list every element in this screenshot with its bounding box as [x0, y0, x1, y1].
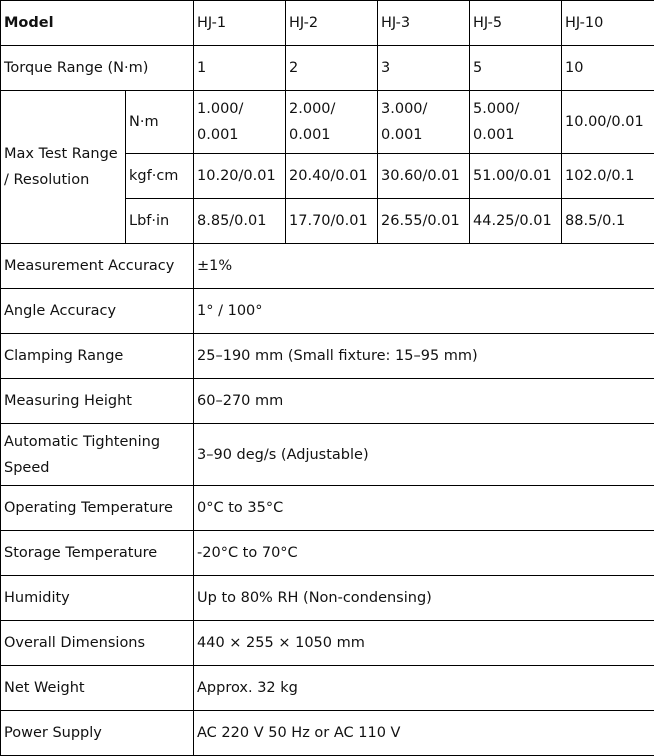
spec-value: 3–90 deg/s (Adjustable)	[194, 424, 654, 486]
spec-row	[1, 531, 654, 576]
torque-range-value: 2	[286, 46, 378, 91]
spec-row	[1, 666, 654, 711]
range-value: 26.55/0.01	[378, 199, 470, 244]
range-value: 20.40/0.01	[286, 154, 378, 199]
spec-row	[1, 424, 654, 486]
range-value: 10.00/0.01	[562, 91, 654, 154]
spec-label: Storage Temperature	[1, 531, 194, 576]
spec-value: Up to 80% RH (Non-condensing)	[194, 576, 654, 621]
unit-label: Lbf·in	[126, 199, 194, 244]
spec-value: 0°C to 35°C	[194, 486, 654, 531]
range-value: 88.5/0.1	[562, 199, 654, 244]
model-hj-1: HJ-1	[194, 1, 286, 46]
spec-value: 25–190 mm (Small fixture: 15–95 mm)	[194, 334, 654, 379]
range-value: 30.60/0.01	[378, 154, 470, 199]
unit-label: kgf·cm	[126, 154, 194, 199]
spec-label: Measurement Accuracy	[1, 244, 194, 289]
range-value: 5.000/ 0.001	[470, 91, 562, 154]
range-value: 102.0/0.1	[562, 154, 654, 199]
model-hj-2: HJ-2	[286, 1, 378, 46]
spec-row	[1, 486, 654, 531]
spec-row	[1, 621, 654, 666]
spec-value: Approx. 32 kg	[194, 666, 654, 711]
spec-label: Automatic Tightening Speed	[1, 424, 194, 486]
model-hj-10: HJ-10	[562, 1, 654, 46]
spec-row	[1, 379, 654, 424]
spec-value: 1° / 100°	[194, 289, 654, 334]
range-value: 51.00/0.01	[470, 154, 562, 199]
spec-label: Humidity	[1, 576, 194, 621]
spec-label: Operating Temperature	[1, 486, 194, 531]
torque-range-value: 3	[378, 46, 470, 91]
max-test-range-label: Max Test Range / Resolution	[1, 91, 126, 244]
range-value: 2.000/ 0.001	[286, 91, 378, 154]
model-hj-3: HJ-3	[378, 1, 470, 46]
spec-value: -20°C to 70°C	[194, 531, 654, 576]
model-hj-5: HJ-5	[470, 1, 562, 46]
range-value: 8.85/0.01	[194, 199, 286, 244]
unit-label: N·m	[126, 91, 194, 154]
spec-value: 440 × 255 × 1050 mm	[194, 621, 654, 666]
spec-row	[1, 576, 654, 621]
model-header: Model	[1, 1, 194, 46]
spec-label: Power Supply	[1, 711, 194, 756]
torque-range-value: 5	[470, 46, 562, 91]
spec-value: AC 220 V 50 Hz or AC 110 V	[194, 711, 654, 756]
torque-range-row	[1, 46, 654, 91]
range-value: 44.25/0.01	[470, 199, 562, 244]
range-value: 17.70/0.01	[286, 199, 378, 244]
spec-value: ±1%	[194, 244, 654, 289]
spec-label: Clamping Range	[1, 334, 194, 379]
spec-row	[1, 244, 654, 289]
range-value: 1.000/ 0.001	[194, 91, 286, 154]
header-row	[1, 1, 654, 46]
spec-label: Net Weight	[1, 666, 194, 711]
torque-range-value: 1	[194, 46, 286, 91]
spec-label: Overall Dimensions	[1, 621, 194, 666]
max-test-range-nm-row	[1, 91, 654, 154]
spec-label: Measuring Height	[1, 379, 194, 424]
spec-row	[1, 334, 654, 379]
torque-range-label: Torque Range (N·m)	[1, 46, 194, 91]
spec-row	[1, 289, 654, 334]
range-value: 10.20/0.01	[194, 154, 286, 199]
spec-row	[1, 711, 654, 756]
spec-value: 60–270 mm	[194, 379, 654, 424]
spec-label: Angle Accuracy	[1, 289, 194, 334]
range-value: 3.000/ 0.001	[378, 91, 470, 154]
torque-range-value: 10	[562, 46, 654, 91]
